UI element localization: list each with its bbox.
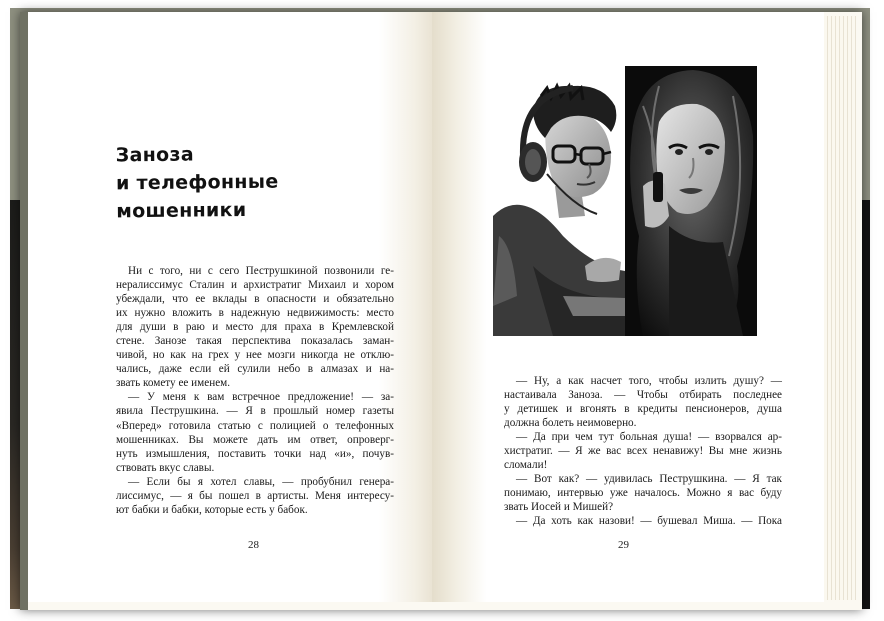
text-line: — Ну, а как насчет того, чтобы излить душу? — (516, 375, 782, 387)
text-line: должна болеть неимоверно. (504, 417, 637, 430)
page-edges (824, 16, 856, 600)
text-line: лиссимус, — я бы пошел в артисты. Меня интересу- (116, 489, 394, 502)
book-cover-edge (20, 12, 28, 610)
text-line: сломали! (504, 459, 548, 472)
text-line: у детишек и вгонять в кредиты пенсионеров, душа (504, 403, 782, 416)
young-woman-holding-phone (625, 66, 757, 336)
text-line: явила Пеструшкина. — Я в прошлый номер газеты (116, 405, 394, 418)
text-line: нералиссимус Сталин и архистратиг Михаил и хором (116, 279, 394, 292)
text-line: нуть измышления, поставить точки над «и», почув- (116, 447, 394, 460)
left-page (28, 12, 436, 602)
text-line: — Да при чем тут больная душа! — взорвался ар- (516, 431, 782, 444)
text-line: хистратиг. — Я же вас всех ненавижу! Вы мне жизнь (504, 445, 782, 458)
text-line: понимаю, интервью уже началось. Можно я вас буду (504, 487, 782, 500)
text-line: «Вперед» готовила статью с полицией о телефонных (116, 419, 394, 432)
illustration (493, 66, 757, 336)
young-man-with-headphones-and-glasses (493, 66, 625, 336)
chapter-title-line: и телефонные (115, 170, 279, 195)
text-line: — Если бы я хотел славы, — пробубнил генера- (128, 475, 394, 488)
text-line: для души в раю и место для праха в Кремлевской (116, 321, 394, 334)
page-number: 29 (618, 539, 629, 551)
chapter-title-line: мошенники (116, 198, 247, 223)
text-line: их нужно вложить в надежную недвижимость: место (116, 307, 394, 320)
text-line: убеждали, что ее вклады в опасности и обязательно (116, 293, 394, 306)
chapter-title (116, 139, 377, 226)
text-line: ствовать вкус славы. (116, 461, 215, 474)
text-line: ют бабки и бабки, которые есть у бабок. (116, 503, 308, 516)
text-line: звать Иосей и Мишей? (504, 501, 614, 514)
right-page-text (504, 374, 782, 529)
text-line: Ни с того, ни с сего Пеструшкиной позвонили ге- (128, 265, 394, 277)
chapter-title-line: Заноза (115, 143, 194, 167)
text-line: мошенниках. Вы можете дать им ответ, опроверг- (116, 433, 394, 446)
text-line: чивой, но как на грех у нее мозги никогда не отклю- (116, 349, 394, 362)
text-line: — Вот как? — удивилась Пеструшкина. — Я так (516, 473, 782, 486)
left-page-text (116, 264, 394, 517)
text-line: чались, даже если ей сулили небо в алмазах и на- (116, 363, 394, 376)
text-line: настаивала Заноза. — Чтобы отбирать последнее (504, 389, 782, 402)
open-book (20, 12, 862, 610)
text-line: — У меня к вам встречное предложение! — за- (128, 391, 394, 404)
page-number: 28 (248, 539, 259, 551)
text-line: — Да хоть как назови! — бушевал Миша. — Пока (516, 515, 782, 528)
text-line: звать комету ее именем. (116, 377, 231, 390)
text-line: стене. Занозе такая перспектива показалась заман- (116, 335, 394, 348)
